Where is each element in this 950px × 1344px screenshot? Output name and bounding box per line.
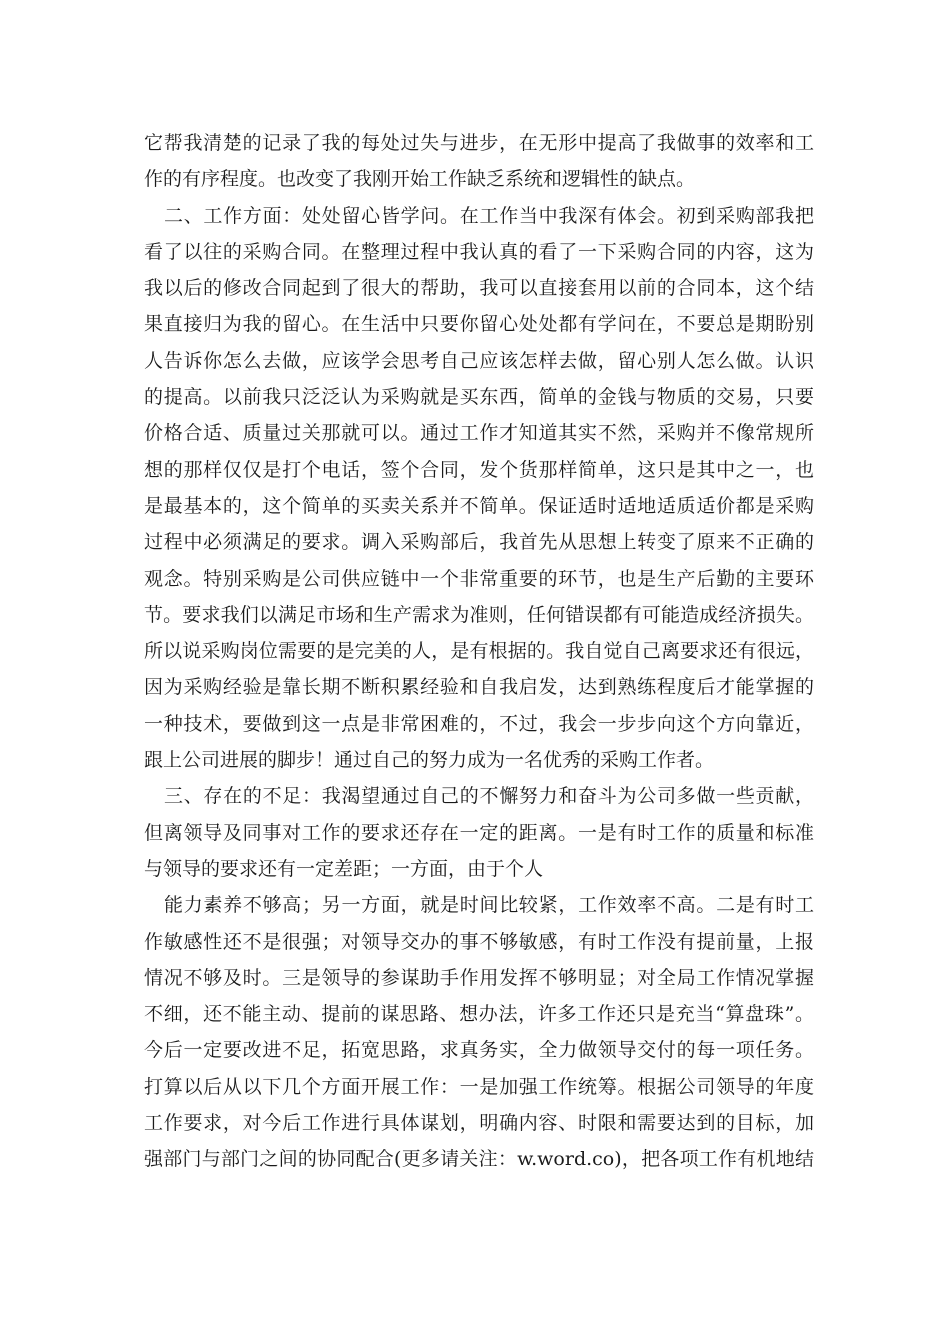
text-line: 打算以后从以下几个方面开展工作：一是加强工作统筹。根据公司领导的年度	[144, 1075, 814, 1098]
text-line: 工作要求，对今后工作进行具体谋划，明确内容、时限和需要达到的目标，加	[144, 1112, 814, 1135]
text-line: 能力素养不够高；另一方面，就是时间比较紧，工作效率不高。二是有时工	[164, 894, 814, 917]
text-line: 人告诉你怎么去做，应该学会思考自己应该怎样去做，留心别人怎么做。认识	[144, 349, 814, 372]
document-body	[144, 125, 814, 1178]
text-line: 一种技术，要做到这一点是非常困难的，不过，我会一步步向这个方向靠近，	[144, 712, 814, 735]
text-line: 看了以往的采购合同。在整理过程中我认真的看了一下采购合同的内容，这为	[144, 240, 814, 263]
text-line: 观念。特别采购是公司供应链中一个非常重要的环节，也是生产后勤的主要环	[144, 567, 814, 590]
text-line: 因为采购经验是靠长期不断积累经验和自我启发，达到熟练程度后才能掌握的	[144, 676, 814, 699]
text-line: 它帮我清楚的记录了我的每处过失与进步，在无形中提高了我做事的效率和工	[144, 132, 814, 154]
text-line: 节。要求我们以满足市场和生产需求为准则，任何错误都有可能造成经济损失。	[144, 603, 814, 626]
text-line: 果直接归为我的留心。在生活中只要你留心处处都有学问在，不要总是期盼别	[144, 313, 814, 336]
text-line: 是最基本的，这个简单的买卖关系并不简单。保证适时适地适质适价都是采购	[144, 494, 814, 517]
text-line: 作的有序程度。也改变了我刚开始工作缺乏系统和逻辑性的缺点。	[144, 168, 696, 191]
text-line: 今后一定要改进不足，拓宽思路，求真务实，全力做领导交付的每一项任务。	[144, 1039, 814, 1062]
text-line: 所以说采购岗位需要的是完美的人，是有根据的。我自觉自己离要求还有很远，	[144, 640, 814, 663]
text-line: 不细，还不能主动、提前的谋思路、想办法，许多工作还只是充当“算盘珠”。	[144, 1003, 814, 1026]
text-line: 价格合适、质量过关那就可以。通过工作才知道其实不然，采购并不像常规所	[144, 422, 814, 445]
text-line: 三、存在的不足：我渴望通过自己的不懈努力和奋斗为公司多做一些贡献，	[164, 785, 814, 808]
text-line: 我以后的修改合同起到了很大的帮助，我可以直接套用以前的合同本，这个结	[144, 277, 814, 300]
text-line: 作敏感性还不是很强；对领导交办的事不够敏感，有时工作没有提前量，上报	[144, 930, 814, 953]
text-line: 与领导的要求还有一定差距；一方面，由于个人	[144, 857, 544, 880]
text-line: 想的那样仅仅是打个电话，签个合同，发个货那样简单，这只是其中之一，也	[144, 458, 814, 481]
text-line: 情况不够及时。三是领导的参谋助手作用发挥不够明显；对全局工作情况掌握	[144, 966, 814, 989]
text-line: 强部门与部门之间的协同配合(更多请关注：w.word.co)，把各项工作有机地结	[144, 1148, 814, 1171]
text-line: 的提高。以前我只泛泛认为采购就是买东西，简单的金钱与物质的交易，只要	[144, 386, 814, 409]
text-line: 过程中必须满足的要求。调入采购部后，我首先从思想上转变了原来不正确的	[144, 531, 814, 554]
text-line: 跟上公司进展的脚步！通过自己的努力成为一名优秀的采购工作者。	[144, 749, 715, 772]
text-line: 但离领导及同事对工作的要求还存在一定的距离。一是有时工作的质量和标准	[144, 821, 814, 844]
text-line: 二、工作方面：处处留心皆学问。在工作当中我深有体会。初到采购部我把	[164, 204, 814, 227]
